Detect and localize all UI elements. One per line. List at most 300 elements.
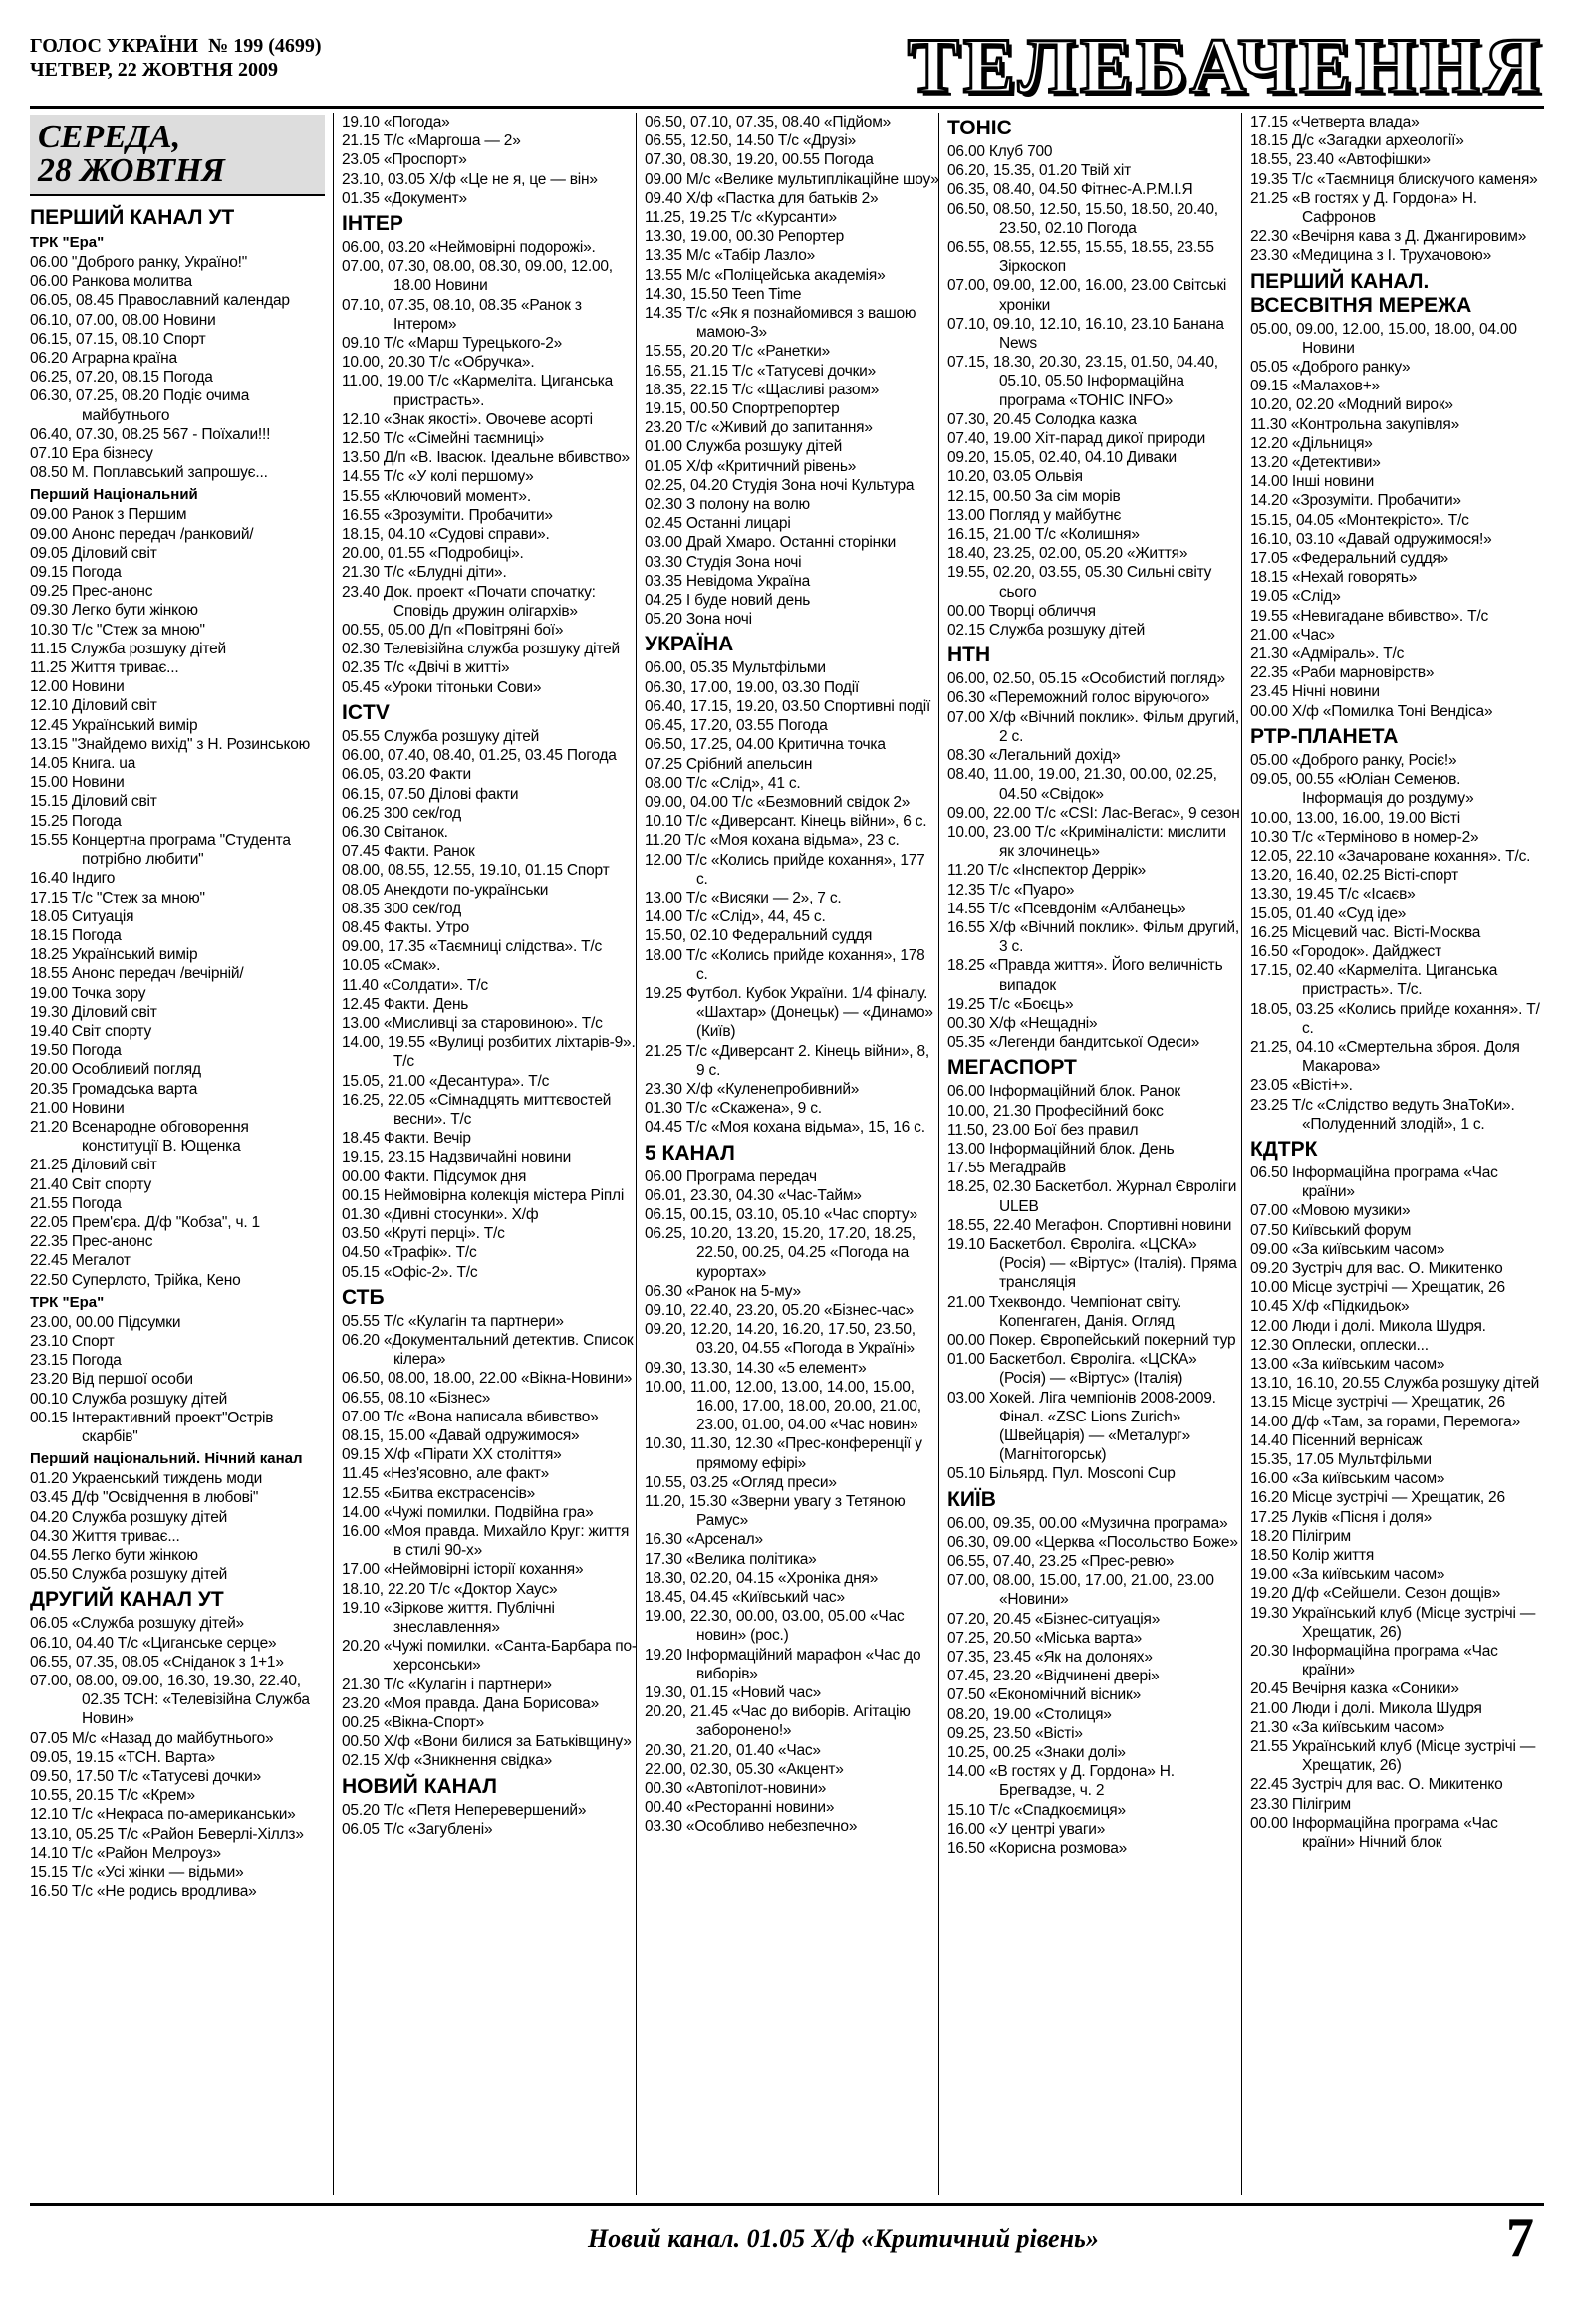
programme-entry: 15.10 Т/с «Спадкоємиця»	[947, 1801, 1126, 1819]
programme-entry: 09.30 Легко бути жінкою	[30, 602, 198, 620]
programme-entry: 07.00, 09.00, 12.00, 16.00, 23.00 Світські хроніки	[947, 277, 1227, 314]
programme-entry: 10.20, 03.05 Ольвія	[947, 468, 1083, 486]
programme-entry: 19.00, 22.30, 00.00, 03.00, 05.00 «Час новин» (рос.)	[645, 1608, 905, 1645]
programme-entry: 06.25, 10.20, 13.20, 15.20, 17.20, 18.25, 22.50, 00.25, 04.25 «Погода на курортах»	[645, 1225, 916, 1281]
programme-entry: 09.00, 22.00 Т/с «CSI: Лас-Вегас», 9 сезон	[947, 804, 1240, 822]
programme-entry: 06.00 Програма передач	[645, 1167, 817, 1185]
channel-subheading: Перший Національний	[30, 486, 198, 504]
programme-entry: 16.25 Місцевий час. Вісті-Москва	[1250, 923, 1481, 941]
programme-entry: 09.00 М/с «Велике мультиплікаційне шоу»	[645, 170, 939, 188]
programme-entry: 09.05 Діловий світ	[30, 544, 157, 562]
programme-entry: 12.45 Український вимір	[30, 716, 198, 734]
programme-entry: 19.30, 01.15 «Новий час»	[645, 1684, 822, 1702]
programme-entry: 08.50 М. Поплавський запрошує...	[30, 464, 268, 482]
programme-entry: 06.05 «Служба розшуку дітей»	[30, 1615, 244, 1633]
programme-entry: 15.05, 01.40 «Суд іде»	[1250, 904, 1407, 922]
programme-entry: 19.30 Український клуб (Місце зустрічі — Хрещатик, 26)	[1250, 1604, 1536, 1641]
programme-entry: 06.01, 23.30, 04.30 «Час-Тайм»	[645, 1186, 862, 1204]
programme-entry: 17.30 «Велика політика»	[645, 1550, 817, 1568]
programme-entry: 09.25, 23.50 «Вісті»	[947, 1724, 1083, 1742]
programme-entry: 16.10, 03.10 «Давай одружимося!»	[1250, 530, 1492, 548]
programme-entry: 12.00 Новини	[30, 678, 125, 696]
programme-entry: 04.55 Легко бути жінкою	[30, 1547, 198, 1564]
programme-entry: 08.30 «Легальний дохід»	[947, 747, 1121, 765]
channel-heading: КИЇВ	[947, 1487, 996, 1511]
programme-entry: 12.10 Діловий світ	[30, 697, 157, 715]
programme-entry: 21.25, 04.10 «Смертельна зброя. Доля Макарова»	[1250, 1038, 1520, 1076]
programme-entry: 10.20, 02.20 «Модний вирок»	[1250, 396, 1453, 414]
programme-entry: 12.20 «Дільниця»	[1250, 434, 1373, 452]
programme-entry: 06.15, 07.15, 08.10 Спорт	[30, 330, 206, 348]
programme-entry: 12.00 Люди і долі. Микола Шудря.	[1250, 1317, 1486, 1335]
programme-entry: 05.35 «Легенди бандитської Одеси»	[947, 1034, 1200, 1052]
programme-entry: 06.30 Світанок.	[342, 823, 448, 841]
programme-entry: 22.50 Суперлото, Трійка, Кено	[30, 1271, 241, 1289]
programme-entry: 16.15, 21.00 Т/с «Колишня»	[947, 526, 1140, 544]
programme-entry: 20.00, 01.55 «Подробиці».	[342, 545, 524, 563]
programme-entry: 02.45 Останні лицарі	[645, 515, 791, 533]
programme-entry: 16.55 «Зрозуміти. Пробачити»	[342, 506, 553, 524]
programme-entry: 03.00 Хокей. Ліга чемпіонів 2008-2009. Фінал. «ZSC Lions Zurich» (Швейцарія) — «Металург» (Магнітогорськ)	[947, 1389, 1216, 1464]
programme-entry: 16.00 «У центрі уваги»	[947, 1820, 1106, 1838]
listing-column-3	[636, 113, 947, 2195]
programme-entry: 05.00 «Доброго ранку, Росіє!»	[1250, 751, 1457, 769]
programme-entry: 14.05 Книга. ua	[30, 755, 136, 773]
programme-entry: 20.30, 21.20, 01.40 «Час»	[645, 1741, 821, 1759]
programme-entry: 04.20 Служба розшуку дітей	[30, 1508, 228, 1526]
programme-entry: 14.30, 15.50 Teen Time	[645, 285, 802, 303]
programme-entry: 06.30, 07.25, 08.20 Подіє очима майбутнього	[30, 387, 250, 424]
programme-entry: 05.00, 09.00, 12.00, 15.00, 18.00, 04.00 Новини	[1250, 320, 1517, 357]
programme-entry: 20.30 Інформаційна програма «Час країни»	[1250, 1643, 1498, 1679]
programme-entry: 11.20, 15.30 «Зверни увагу з Тетяною Рамус»	[645, 1493, 906, 1530]
programme-entry: 13.00 Т/с «Висяки — 2», 7 с.	[645, 889, 842, 906]
programme-entry: 22.45 Мегалот	[30, 1252, 131, 1270]
programme-entry: 16.00 «За київським часом»	[1250, 1470, 1445, 1488]
programme-entry: 15.55 «Ключовий момент».	[342, 487, 531, 505]
programme-entry: 06.55, 08.55, 12.55, 15.55, 18.55, 23.55 Зіркоскоп	[947, 239, 1214, 276]
channel-subheading: Перший національний. Нічний канал	[30, 1450, 303, 1468]
programme-entry: 17.15 Т/с "Стеж за мною"	[30, 889, 205, 906]
programme-entry: 07.00, 08.00, 09.00, 16.30, 19.30, 22.40, 02.35 ТСН: «Телевізійна Служба Новин»	[30, 1673, 310, 1728]
programme-entry: 22.45 Зустріч для вас. О. Микитенко	[1250, 1776, 1503, 1794]
programme-entry: 07.35, 23.45 «Як на долонях»	[947, 1649, 1153, 1667]
programme-entry: 18.15 «Нехай говорять»	[1250, 569, 1418, 587]
programme-entry: 19.40 Світ спорту	[30, 1022, 152, 1040]
programme-entry: 10.00 Місце зустрічі — Хрещатик, 26	[1250, 1279, 1505, 1297]
programme-entry: 10.00, 13.00, 16.00, 19.00 Вісті	[1250, 809, 1460, 827]
programme-entry: 16.00 «Моя правда. Михайло Круг: життя в стилі 90-х»	[342, 1523, 630, 1560]
programme-entry: 09.15 Погода	[30, 564, 122, 582]
programme-entry: 00.30 Х/ф «Нещадні»	[947, 1014, 1098, 1032]
programme-entry: 06.40, 07.30, 08.25 567 - Поїхали!!!	[30, 425, 271, 443]
programme-entry: 23.45 Нічні новини	[1250, 683, 1380, 701]
programme-entry: 15.55, 20.20 Т/с «Ранетки»	[645, 343, 831, 361]
programme-entry: 00.00 Покер. Європейський покерний тур	[947, 1331, 1236, 1349]
programme-entry: 11.20 Т/с «Інспектор Деррік»	[947, 862, 1147, 880]
programme-entry: 06.00 "Доброго ранку, Україно!"	[30, 254, 248, 271]
programme-entry: 01.05 Х/ф «Критичний рівень»	[645, 457, 857, 475]
programme-entry: 06.45, 17.20, 03.55 Погода	[645, 717, 828, 735]
programme-entry: 19.25 Т/с «Боєць»	[947, 995, 1074, 1013]
programme-entry: 14.40 Пісенний вернісаж	[1250, 1431, 1423, 1449]
programme-entry: 13.35 М/с «Табір Лазло»	[645, 247, 816, 265]
tv-listings	[30, 113, 1544, 2195]
programme-entry: 12.00 Т/с «Колись прийде кохання», 177 с.	[645, 851, 925, 888]
programme-entry: 06.00, 02.50, 05.15 «Особистий погляд»	[947, 670, 1225, 688]
programme-entry: 09.25 Прес-анонс	[30, 583, 153, 601]
programme-entry: 13.10, 05.25 Т/с «Район Беверлі-Хіллз»	[30, 1825, 304, 1843]
programme-entry: 07.25 Срібний апельсин	[645, 755, 813, 773]
programme-entry: 06.30, 09.00 «Церква «Посольство Боже»	[947, 1533, 1238, 1551]
programme-entry: 13.20 «Детективи»	[1250, 454, 1381, 472]
programme-entry: 13.10, 16.10, 20.55 Служба розшуку дітей	[1250, 1375, 1540, 1393]
programme-entry: 06.55, 08.10 «Бізнес»	[342, 1389, 491, 1407]
programme-entry: 13.00 Інформаційний блок. День	[947, 1140, 1175, 1158]
programme-entry: 16.25, 22.05 «Сімнадцять миттєвостей весни». Т/с	[342, 1091, 612, 1128]
programme-entry: 14.55 Т/с «Псевдонім «Албанець»	[947, 900, 1186, 917]
programme-entry: 07.45 Факти. Ранок	[342, 843, 475, 861]
channel-heading: ТОНІС	[947, 117, 1012, 139]
programme-entry: 19.10 «Погода»	[342, 114, 450, 130]
programme-entry: 14.20 «Зрозуміти. Пробачити»	[1250, 492, 1461, 510]
programme-entry: 16.50 «Городок». Дайджест	[1250, 942, 1441, 960]
programme-entry: 07.05 М/с «Назад до майбутнього»	[30, 1729, 274, 1747]
programme-entry: 09.15 «Малахов+»	[1250, 378, 1380, 395]
programme-entry: 21.00 «Час»	[1250, 626, 1335, 644]
programme-entry: 14.00 Т/с «Слід», 44, 45 с.	[645, 908, 826, 926]
programme-entry: 23.10, 03.05 Х/ф «Це не я, це — він»	[342, 170, 598, 188]
programme-entry: 21.00 Люди і долі. Микола Шудря	[1250, 1699, 1482, 1717]
programme-entry: 07.25, 20.50 «Міська варта»	[947, 1629, 1143, 1647]
programme-entry: 06.50, 08.00, 18.00, 22.00 «Вікна-Новини»	[342, 1370, 633, 1388]
programme-entry: 21.00 Тхеквондо. Чемпіонат світу. Копенгаген, Данія. Огляд	[947, 1293, 1182, 1330]
programme-entry: 19.00 «За київським часом»	[1250, 1566, 1445, 1584]
programme-entry: 14.55 Т/с «У колі першому»	[342, 468, 534, 486]
programme-entry: 08.05 Анекдоти по-українськи	[342, 881, 549, 899]
programme-entry: 10.30 Т/с «Терміново в номер-2»	[1250, 828, 1479, 846]
programme-entry: 09.05, 19.15 «ТСН. Варта»	[30, 1748, 215, 1766]
programme-entry: 08.40, 11.00, 19.00, 21.30, 00.00, 02.25, 04.50 «Свідок»	[947, 766, 1217, 803]
programme-entry: 06.30 «Переможний голос віруючого»	[947, 689, 1210, 707]
programme-entry: 01.35 «Документ»	[342, 189, 467, 207]
programme-entry: 17.00 «Неймовірні історії кохання»	[342, 1561, 584, 1579]
programme-entry: 03.45 Д/ф "Освідчення в любові"	[30, 1489, 259, 1507]
programme-entry: 09.05, 00.55 «Юліан Семенов. Інформація до роздуму»	[1250, 771, 1474, 808]
programme-entry: 12.45 Факти. День	[342, 995, 469, 1013]
programme-entry: 04.25 І буде новий день	[645, 592, 811, 610]
programme-entry: 23.05 «Проспорт»	[342, 151, 467, 169]
programme-entry: 11.40 «Солдати». Т/с	[342, 976, 488, 994]
channel-heading: ІНТЕР	[342, 212, 403, 236]
programme-entry: 13.55 М/с «Поліцейська академія»	[645, 266, 886, 284]
programme-entry: 10.05 «Смак».	[342, 957, 441, 975]
programme-entry: 00.00 Х/ф «Помилка Тоні Вендіса»	[1250, 702, 1493, 720]
programme-entry: 13.30, 19.45 Т/с «Ісаєв»	[1250, 886, 1416, 904]
programme-entry: 03.50 «Круті перці». Т/с	[342, 1225, 505, 1243]
issue-number: № 199 (4699)	[208, 35, 322, 57]
programme-entry: 18.35, 22.15 Т/с «Щасливі разом»	[645, 381, 880, 398]
programme-entry: 18.55 Анонс передач /вечірній/	[30, 965, 244, 983]
programme-entry: 07.10, 09.10, 12.10, 16.10, 23.10 Банана News	[947, 315, 1224, 353]
programme-entry: 07.00 Х/ф «Вічний поклик». Фільм другий, 2 с.	[947, 708, 1239, 745]
programme-entry: 23.25 Т/с «Слідство ведуть ЗнаТоКи». «Полуденний злодій», 1 с.	[1250, 1096, 1515, 1133]
programme-entry: 14.00 «В гостях у Д. Гордона» Н. Брегвадзе, ч. 2	[947, 1763, 1175, 1800]
channel-heading: МЕГАСПОРТ	[947, 1056, 1077, 1080]
programme-entry: 18.25 «Правда життя». Його величність випадок	[947, 957, 1223, 994]
programme-entry: 05.20 Т/с «Петя Неперевершений»	[342, 1801, 587, 1819]
programme-entry: 12.35 Т/с «Пуаро»	[947, 881, 1075, 899]
programme-entry: 21.30 Т/с «Кулагін і партнери»	[342, 1676, 552, 1693]
listing-column-2	[333, 113, 645, 2195]
programme-entry: 16.30 «Арсенал»	[645, 1531, 763, 1549]
programme-entry: 18.05 Ситуація	[30, 907, 134, 925]
programme-entry: 16.55, 21.15 Т/с «Татусеві дочки»	[645, 362, 877, 380]
programme-entry: 11.25 Життя триває...	[30, 659, 179, 677]
programme-entry: 07.30, 08.30, 19.20, 00.55 Погода	[645, 151, 874, 169]
programme-entry: 11.20 Т/с «Моя кохана відьма», 23 с.	[645, 832, 900, 850]
programme-entry: 13.00 Погляд у майбутнє	[947, 506, 1122, 524]
programme-entry: 02.15 Х/ф «Зникнення свідка»	[342, 1752, 553, 1770]
programme-entry: 02.25, 04.20 Студія Зона ночі Культура	[645, 476, 915, 494]
channel-heading: 5 КАНАЛ	[645, 1141, 735, 1164]
channel-heading: ДРУГИЙ КАНАЛ УТ	[30, 1588, 224, 1612]
programme-entry: 10.00, 20.30 Т/с «Обручка».	[342, 354, 535, 372]
programme-entry: 14.00 Інші новини	[1250, 473, 1375, 491]
programme-entry: 00.25 «Вікна-Спорт»	[342, 1714, 485, 1732]
channel-heading: ПЕРШИЙ КАНАЛ. ВСЕСВІТНЯ МЕРЕЖА	[1250, 269, 1472, 317]
programme-entry: 08.20, 19.00 «Столиця»	[947, 1705, 1112, 1723]
paper-name: ГОЛОС УКРАЇНИ	[30, 35, 199, 57]
programme-entry: 20.45 Вечірня казка «Соники»	[1250, 1680, 1459, 1698]
programme-entry: 12.30 Оплески, оплески...	[1250, 1336, 1429, 1354]
programme-entry: 21.20 Всенародне обговорення конституції В. Ющенка	[30, 1118, 249, 1156]
programme-entry: 19.10 «Зіркове життя. Публічні знеславлення»	[342, 1599, 555, 1637]
programme-entry: 06.25, 07.20, 08.15 Погода	[30, 369, 213, 387]
channel-heading: КДТРК	[1250, 1137, 1318, 1161]
programme-entry: 06.20 «Документальний детектив. Список кілера»	[342, 1331, 634, 1369]
programme-entry: 03.00 Драй Хмаро. Останні сторінки	[645, 534, 897, 552]
programme-entry: 05.05 «Доброго ранку»	[1250, 359, 1411, 377]
programme-entry: 10.45 Х/ф «Підкидьок»	[1250, 1298, 1410, 1316]
programme-entry: 00.00 Творці обличчя	[947, 602, 1096, 620]
programme-entry: 13.30, 19.00, 00.30 Репортер	[645, 228, 845, 246]
programme-entry: 19.55 «Невигадане вбивство». Т/с	[1250, 607, 1489, 625]
programme-entry: 09.50, 17.50 Т/с «Татусеві дочки»	[30, 1768, 262, 1786]
programme-entry: 16.50 «Корисна розмова»	[947, 1840, 1128, 1858]
programme-entry: 15.25 Погода	[30, 812, 122, 830]
programme-entry: 07.00 Т/с «Вона написала вбивство»	[342, 1408, 599, 1425]
programme-entry: 11.50, 23.00 Бої без правил	[947, 1121, 1139, 1139]
programme-entry: 18.10, 22.20 Т/с «Доктор Хаус»	[342, 1580, 558, 1598]
programme-entry: 06.30, 17.00, 19.00, 03.30 Події	[645, 678, 860, 696]
programme-entry: 21.30 Т/с «Блудні діти».	[342, 564, 507, 582]
programme-entry: 20.20 «Чужі помилки. «Санта-Барбара по-херсонськи»	[342, 1638, 637, 1675]
programme-entry: 04.50 «Трафік». Т/с	[342, 1244, 477, 1262]
listing-column-1	[30, 113, 333, 2195]
programme-entry: 06.00, 09.35, 00.00 «Музична програма»	[947, 1514, 1228, 1532]
programme-entry: 06.15, 00.15, 03.10, 05.10 «Час спорту»	[645, 1205, 917, 1223]
programme-entry: 06.55, 07.35, 08.05 «Сніданок з 1+1»	[30, 1653, 284, 1671]
programme-entry: 06.30 «Ранок на 5-му»	[645, 1282, 801, 1300]
programme-entry: 06.55, 12.50, 14.50 Т/с «Друзі»	[645, 132, 857, 150]
programme-entry: 07.30, 20.45 Солодка казка	[947, 410, 1137, 428]
programme-entry: 19.25 Футбол. Кубок України. 1/4 фіналу. «Шахтар» (Донецьк) — «Динамо» (Київ)	[645, 984, 933, 1041]
programme-entry: 21.00 Новини	[30, 1099, 125, 1117]
programme-entry: 03.30 «Особливо небезпечно»	[645, 1818, 858, 1836]
programme-entry: 20.35 Громадська варта	[30, 1080, 198, 1098]
programme-entry: 19.50 Погода	[30, 1042, 122, 1060]
programme-entry: 07.00 «Мовою музики»	[1250, 1202, 1411, 1220]
programme-entry: 00.30 «Автопілот-новини»	[645, 1780, 827, 1798]
programme-entry: 03.30 Студія Зона ночі	[645, 553, 802, 571]
programme-entry: 18.40, 23.25, 02.00, 05.20 «Життя»	[947, 545, 1188, 563]
programme-entry: 23.40 Док. проект «Почати спочатку: Сповідь дружин олігархів»	[342, 583, 596, 620]
programme-entry: 05.10 Більярд. Пул. Mosconi Cup	[947, 1465, 1176, 1483]
programme-entry: 12.55 «Битва екстрасенсів»	[342, 1484, 536, 1502]
programme-entry: 01.30 «Дивні стосунки». Х/ф	[342, 1205, 539, 1223]
channel-heading: РТР-ПЛАНЕТА	[1250, 724, 1399, 748]
programme-entry: 06.50, 17.25, 04.00 Критична точка	[645, 736, 886, 754]
programme-entry: 05.50 Служба розшуку дітей	[30, 1566, 228, 1584]
programme-entry: 19.15, 00.50 Спортрепортер	[645, 400, 840, 418]
programme-entry: 19.35 Т/с «Таємниця блискучого каменя»	[1250, 170, 1538, 188]
programme-entry: 01.00 Баскетбол. Євроліга. «ЦСКА» (Росія) — «Віртус» (Італія)	[947, 1351, 1197, 1388]
programme-entry: 15.15 Діловий світ	[30, 793, 157, 811]
programme-entry: 05.45 «Уроки тітоньки Сови»	[342, 678, 542, 696]
channel-heading: СТБ	[342, 1285, 385, 1309]
masthead-rule	[30, 106, 1544, 109]
programme-entry: 07.50 Київський форум	[1250, 1221, 1412, 1239]
programme-entry: 18.30, 02.20, 04.15 «Хроніка дня»	[645, 1569, 879, 1587]
programme-entry: 17.15 «Четверта влада»	[1250, 114, 1420, 130]
programme-entry: 15.05, 21.00 «Десантура». Т/с	[342, 1072, 550, 1090]
programme-entry: 18.55, 23.40 «Автофішки»	[1250, 151, 1431, 169]
programme-entry: 18.00 Т/с «Колись прийде кохання», 178 с.	[645, 946, 925, 983]
programme-entry: 19.15, 23.15 Надзвичайні новини	[342, 1149, 572, 1166]
programme-entry: 05.15 «Офіс-2». Т/с	[342, 1263, 478, 1281]
programme-entry: 06.50, 08.50, 12.50, 15.50, 18.50, 20.40, 23.50, 02.10 Погода	[947, 200, 1218, 237]
programme-entry: 23.20 Т/с «Живий до запитання»	[645, 419, 873, 437]
programme-entry: 08.45 Факты. Утро	[342, 918, 470, 936]
section-title: ТЕЛЕБАЧЕННЯ	[907, 22, 1544, 109]
programme-entry: 00.15 Інтерактивний проект"Острів скарбів"	[30, 1409, 274, 1445]
programme-entry: 23.10 Спорт	[30, 1332, 115, 1350]
programme-entry: 22.35 Прес-анонс	[30, 1233, 153, 1251]
programme-entry: 06.10, 04.40 Т/с «Циганське серце»	[30, 1634, 277, 1652]
programme-entry: 07.15, 18.30, 20.30, 23.15, 01.50, 04.40, 05.10, 05.50 Інформаційна програма «ТОНІС INFO»	[947, 354, 1218, 409]
programme-entry: 09.20, 15.05, 02.40, 04.10 Диваки	[947, 449, 1177, 467]
programme-entry: 09.00, 04.00 Т/с «Безмовний свідок 2»	[645, 793, 911, 811]
programme-entry: 19.30 Діловий світ	[30, 1003, 157, 1021]
programme-entry: 20.20, 21.45 «Час до виборів. Агітацію заборонено!»	[645, 1703, 911, 1740]
programme-entry: 10.00, 23.00 Т/с «Криміналісти: мислити як злочинець»	[947, 823, 1226, 861]
programme-entry: 06.40, 17.15, 19.20, 03.50 Спортивні події	[645, 697, 931, 715]
programme-entry: 06.00 Ранкова молитва	[30, 273, 192, 291]
issue-date: ЧЕТВЕР, 22 ЖОВТНЯ 2009	[30, 59, 279, 81]
programme-entry: 09.00 Ранок з Першим	[30, 506, 187, 524]
programme-entry: 11.15 Служба розшуку дітей	[30, 640, 226, 657]
programme-entry: 09.00 «За київським часом»	[1250, 1240, 1445, 1258]
channel-heading: ПЕРШИЙ КАНАЛ УТ	[30, 206, 235, 229]
programme-entry: 04.45 Т/с «Моя кохана відьма», 15, 16 с.	[645, 1119, 925, 1137]
programme-entry: 09.10 Т/с «Марш Турецького-2»	[342, 335, 563, 353]
page-number: 7	[1506, 2207, 1534, 2269]
programme-entry: 10.00, 11.00, 12.00, 13.00, 14.00, 15.00, 16.00, 17.00, 18.00, 20.00, 21.00, 23.00, 01.00, 04.00 «Час новин»	[645, 1378, 921, 1434]
programme-entry: 06.15, 07.50 Ділові факти	[342, 785, 519, 803]
masthead	[30, 22, 1544, 109]
programme-entry: 10.25, 00.25 «Знаки долі»	[947, 1744, 1126, 1762]
programme-entry: 06.50 Інформаційна програма «Час країни»	[1250, 1163, 1498, 1201]
programme-entry: 14.00 «Чужі помилки. Подвійна гра»	[342, 1503, 594, 1521]
programme-entry: 15.35, 17.05 Мультфільми	[1250, 1451, 1432, 1468]
programme-entry: 09.00 Анонс передач /ранковий/	[30, 525, 254, 543]
programme-entry: 06.00 Клуб 700	[947, 143, 1053, 160]
programme-entry: 06.00, 03.20 «Неймовірні подорожі».	[342, 239, 596, 257]
programme-entry: 00.00 Факти. Підсумок дня	[342, 1167, 527, 1185]
programme-entry: 21.30 «За київським часом»	[1250, 1718, 1445, 1736]
programme-entry: 12.10 Т/с «Некраса по-американськи»	[30, 1806, 296, 1824]
programme-entry: 07.10, 07.35, 08.10, 08.35 «Ранок з Інтером»	[342, 296, 582, 333]
programme-entry: 08.00, 08.55, 12.55, 19.10, 01.15 Спорт	[342, 862, 610, 880]
programme-entry: 05.55 Т/с «Кулагін та партнери»	[342, 1312, 564, 1330]
programme-entry: 06.00, 05.35 Мультфільми	[645, 659, 826, 677]
programme-entry: 02.30 Телевізійна служба розшуку дітей	[342, 641, 621, 658]
programme-entry: 06.00, 07.40, 08.40, 01.25, 03.45 Погода	[342, 747, 617, 765]
programme-entry: 18.45 Факти. Вечір	[342, 1130, 471, 1148]
programme-entry: 21.15 Т/с «Маргоша — 2»	[342, 132, 521, 150]
channel-subheading: ТРК "Ера"	[30, 1293, 105, 1311]
programme-entry: 23.00, 00.00 Підсумки	[30, 1313, 181, 1331]
channel-heading: УКРАЇНА	[645, 633, 734, 656]
programme-entry: 14.00 Д/ф «Там, за горами, Перемога»	[1250, 1413, 1521, 1430]
programme-entry: 11.30 «Контрольна закупівля»	[1250, 415, 1459, 433]
programme-entry: 09.20, 12.20, 14.20, 16.20, 17.50, 23.50, 03.20, 04.55 «Погода в Україні»	[645, 1321, 916, 1358]
programme-entry: 00.55, 05.00 Д/п «Повітряні бої»	[342, 622, 564, 640]
programme-entry: 21.25 Діловий світ	[30, 1157, 157, 1174]
programme-entry: 07.20, 20.45 «Бізнес-ситуація»	[947, 1610, 1161, 1628]
programme-entry: 23.05 «Вісті+».	[1250, 1077, 1353, 1095]
programme-entry: 17.25 Луків «Пісня і доля»	[1250, 1508, 1433, 1526]
footer-promo: Новий канал. 01.05 Х/ф «Критичний рівень»	[588, 2224, 1099, 2253]
programme-entry: 18.25 Український вимір	[30, 946, 198, 964]
programme-entry: 09.15 Х/ф «Пірати ХХ століття»	[342, 1446, 562, 1464]
programme-entry: 19.05 «Слід»	[1250, 588, 1341, 606]
channel-subheading: ТРК "Ера"	[30, 234, 105, 251]
programme-entry: 02.30 З полону на волю	[645, 496, 810, 514]
programme-entry: 06.05 Т/с «Загублені»	[342, 1820, 493, 1838]
listing-column-5	[1241, 113, 1545, 2195]
programme-entry: 13.00 «За київським часом»	[1250, 1355, 1445, 1373]
programme-entry: 06.10, 07.00, 08.00 Новини	[30, 311, 216, 329]
programme-entry: 07.00, 07.30, 08.00, 08.30, 09.00, 12.00, 18.00 Новини	[342, 258, 613, 295]
programme-entry: 17.05 «Федеральний суддя»	[1250, 550, 1449, 568]
programme-entry: 18.50 Колір життя	[1250, 1547, 1375, 1565]
programme-entry: 20.00 Особливий погляд	[30, 1061, 201, 1079]
programme-entry: 03.35 Невідома Україна	[645, 572, 811, 590]
programme-entry: 17.55 Мегадрайв	[947, 1160, 1066, 1177]
programme-entry: 01.20 Украенський тиждень моди	[30, 1470, 263, 1488]
programme-entry: 12.10 «Знак якості». Овочеве асорті	[342, 410, 593, 428]
programme-entry: 11.25, 19.25 Т/с «Курсанти»	[645, 209, 837, 227]
programme-entry: 06.25 300 сек/год	[342, 804, 461, 822]
channel-heading: ICTV	[342, 700, 390, 724]
programme-entry: 21.40 Світ спорту	[30, 1175, 152, 1193]
programme-entry: 13.50 Д/п «В. Івасюк. Ідеальне вбивство»	[342, 449, 630, 467]
programme-entry: 10.00, 21.30 Професійний бокс	[947, 1102, 1164, 1120]
programme-entry: 02.35 Т/с «Двічі в житті»	[342, 659, 510, 677]
programme-entry: 01.00 Служба розшуку дітей	[645, 438, 843, 456]
